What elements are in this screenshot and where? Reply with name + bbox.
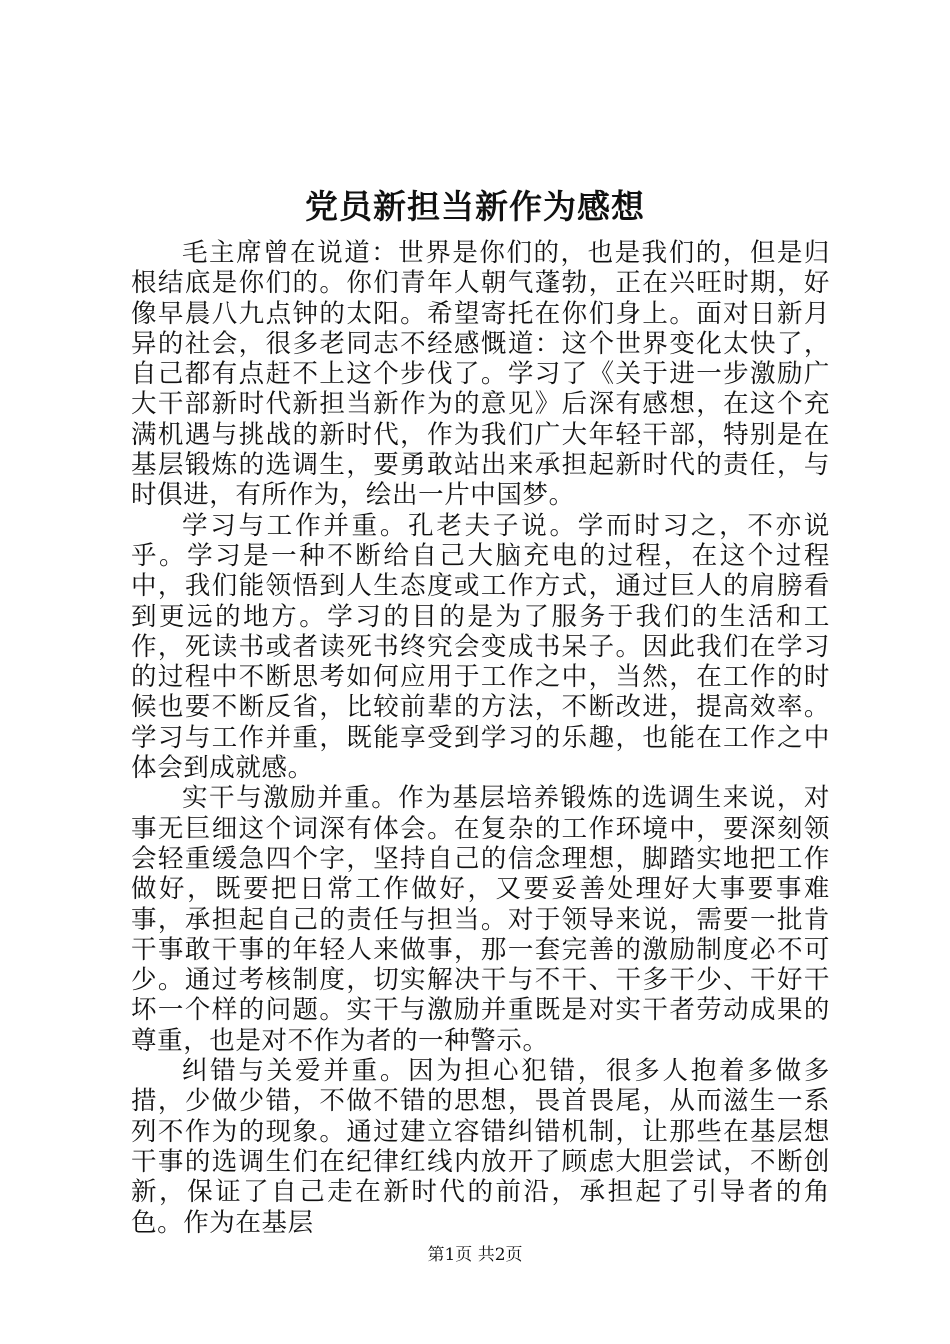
document-body [131,238,830,1238]
paragraph-correction-care: 纠错与关爱并重。因为担心犯错，很多人抱着多做多措，少做少错，不做不错的思想，畏首畏尾，从而滋生一系列不作为的现象。通过建立容错纠错机制，让那些在基层想干事的选调生们在纪律红线内放开了顾虑大胆尝试，不断创新，保证了自己走在新时代的前沿，承担起了引导者的角色。作为在基层 [131,1056,830,1238]
paragraph-study-work: 学习与工作并重。孔老夫子说。学而时习之，不亦说乎。学习是一种不断给自己大脑充电的过程，在这个过程中，我们能领悟到人生态度或工作方式，通过巨人的肩膀看到更远的地方。学习的目的是为了服务于我们的生活和工作，死读书或者读死书终究会变成书呆子。因此我们在学习的过程中不断思考如何应用于工作之中，当然，在工作的时候也要不断反省，比较前辈的方法，不断改进，提高效率。学习与工作并重，既能享受到学习的乐趣，也能在工作之中体会到成就感。 [131,510,830,784]
document-title: 党员新担当新作为感想 [305,187,645,226]
page-number-footer: 第1页 共2页 [427,1245,523,1265]
paragraph-intro: 毛主席曾在说道：世界是你们的，也是我们的，但是归根结底是你们的。你们青年人朝气蓬勃，正在兴旺时期，好像早晨八九点钟的太阳。希望寄托在你们身上。面对日新月异的社会，很多老同志不经感慨道：这个世界变化太快了，自己都有点赶不上这个步伐了。学习了《关于进一步激励广大干部新时代新担当新作为的意见》后深有感想，在这个充满机遇与挑战的新时代，作为我们广大年轻干部，特别是在基层锻炼的选调生，要勇敢站出来承担起新时代的责任，与时俱进，有所作为，绘出一片中国梦。 [131,238,830,511]
paragraph-practice-incentive: 实干与激励并重。作为基层培养锻炼的选调生来说，对事无巨细这个词深有体会。在复杂的工作环境中，要深刻领会轻重缓急四个字，坚持自己的信念理想，脚踏实地把工作做好，既要把日常工作做好，又要妥善处理好大事要事难事，承担起自己的责任与担当。对于领导来说，需要一批肯干事敢干事的年轻人来做事，那一套完善的激励制度必不可少。通过考核制度，切实解决干与不干、干多干少、干好干坏一个样的问题。实干与激励并重既是对实干者劳动成果的尊重，也是对不作为者的一种警示。 [131,783,830,1056]
